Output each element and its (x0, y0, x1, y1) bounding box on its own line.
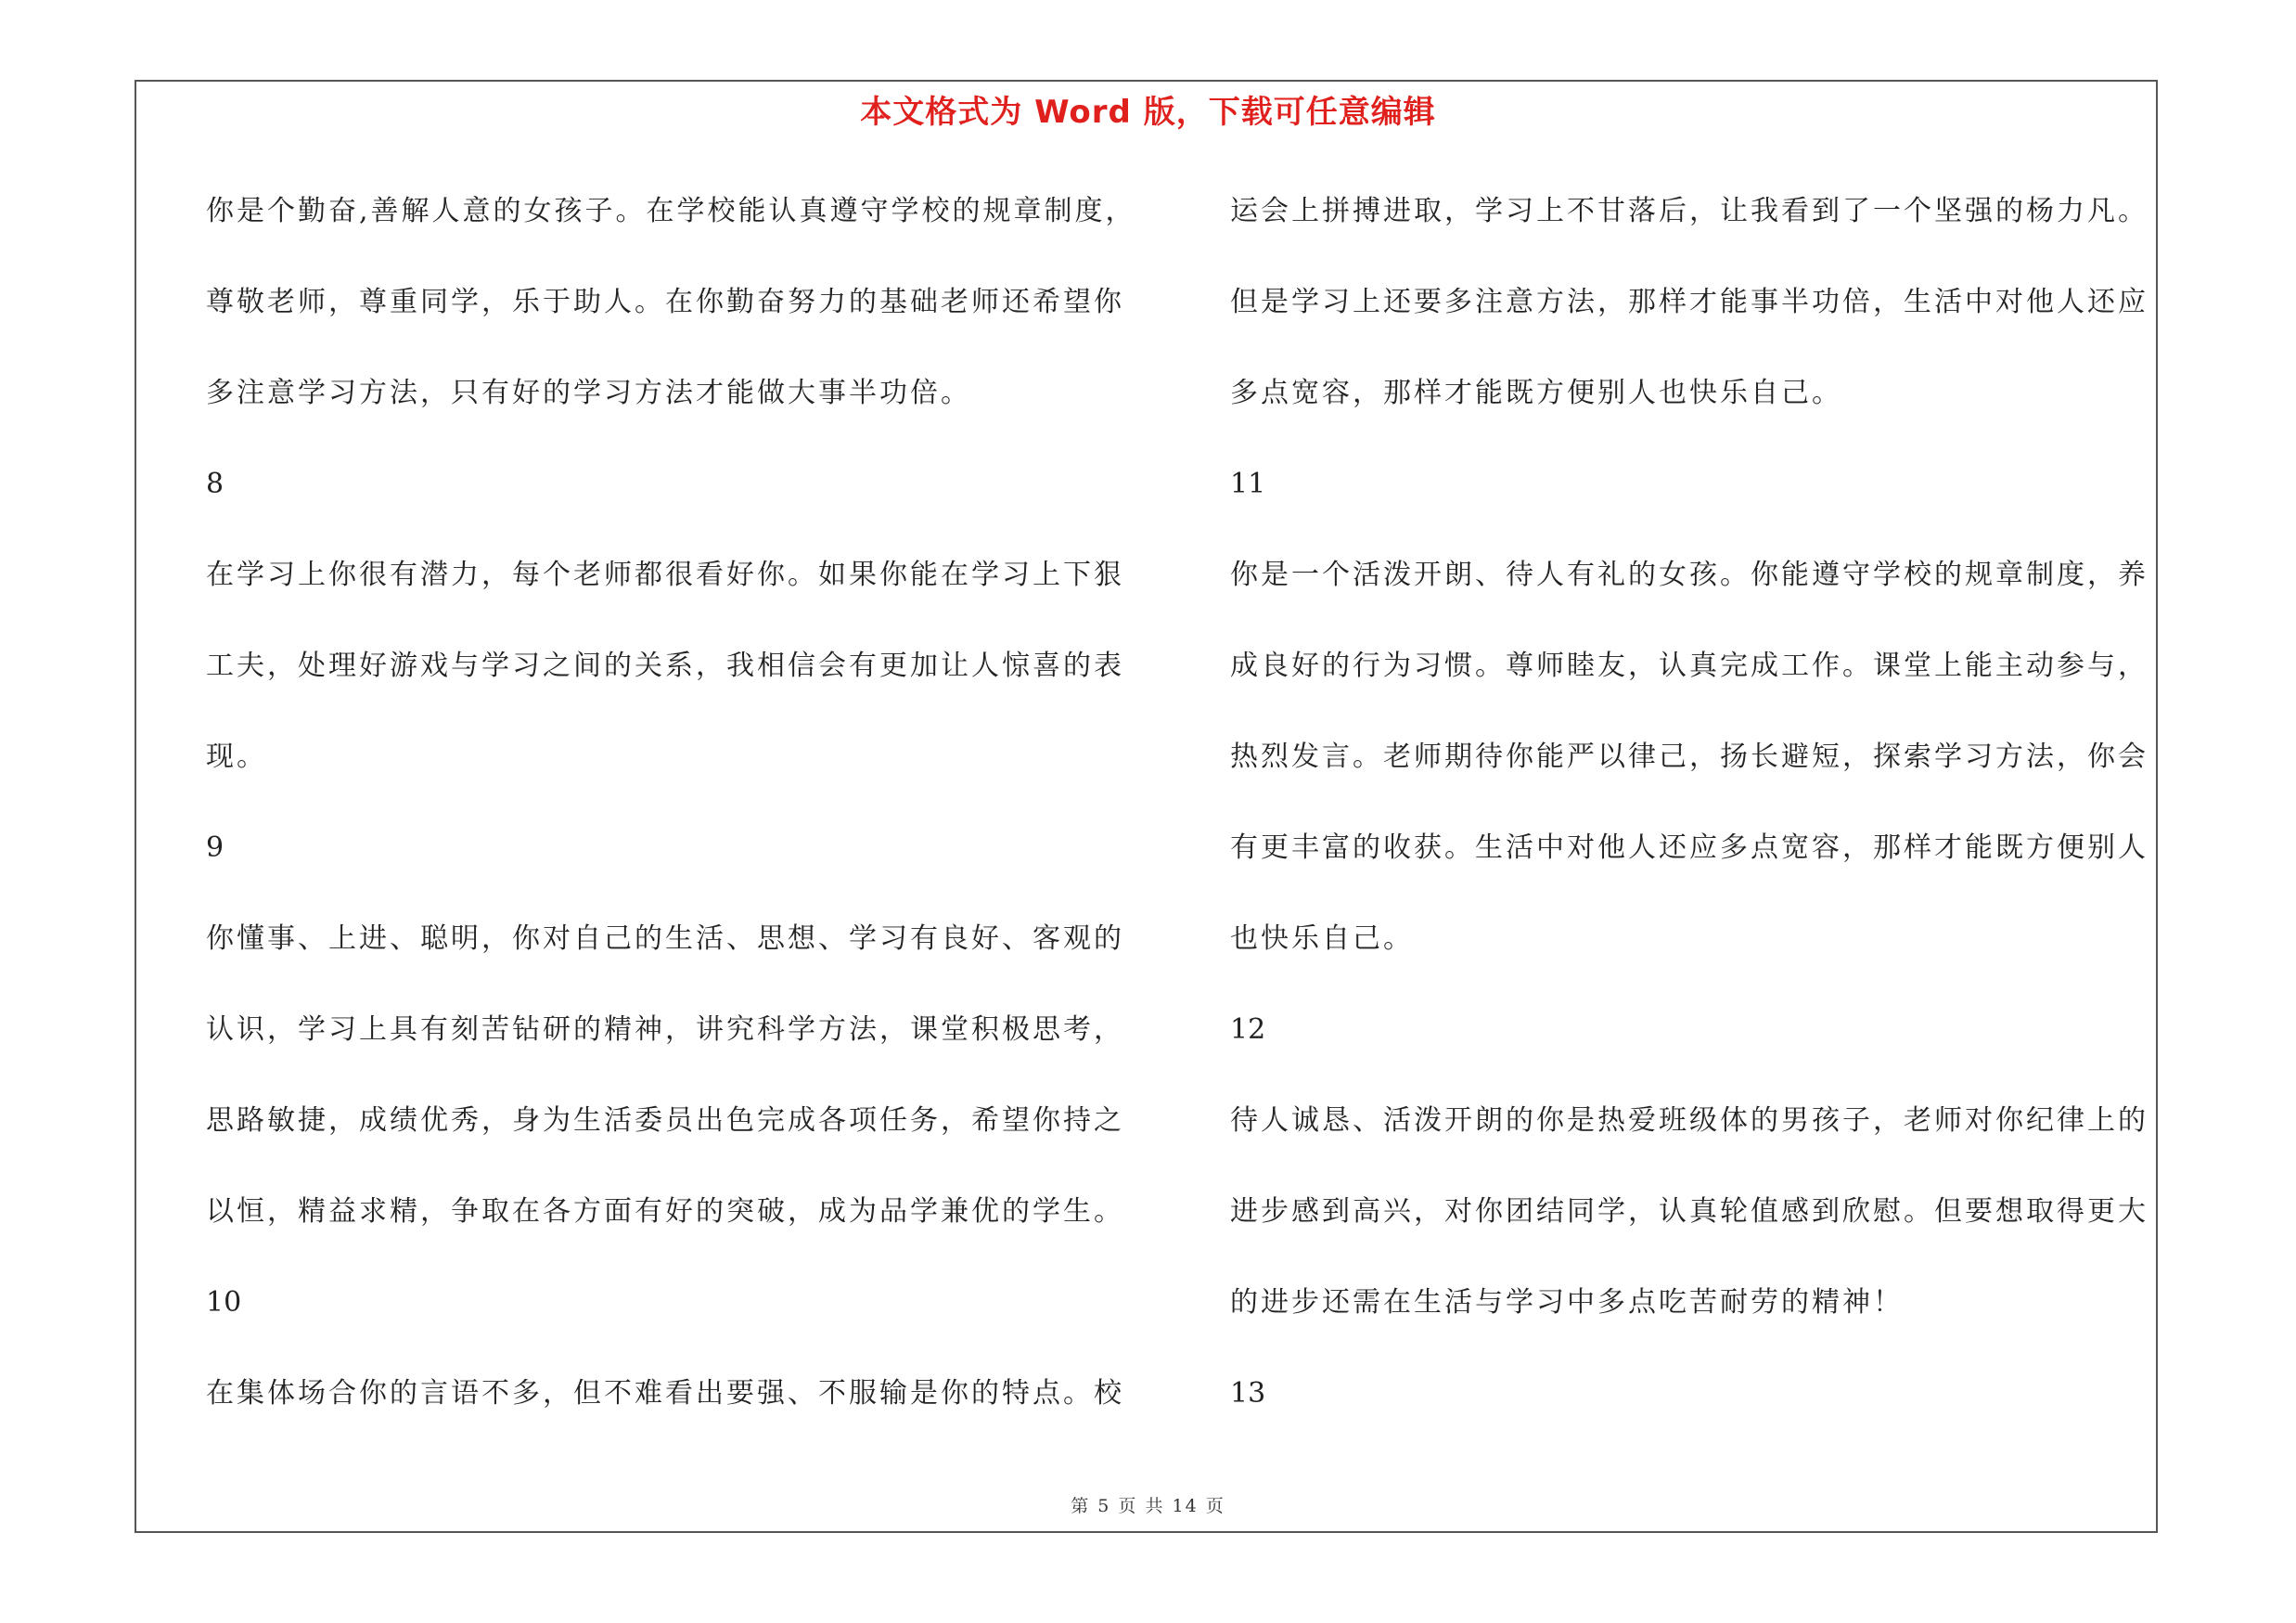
paragraph-line: 运会上拼搏进取，学习上不甘落后，让我看到了一个坚强的杨力凡。 (1230, 195, 2148, 227)
paragraph-line: 多注意学习方法，只有好的学习方法才能做大事半功倍。 (206, 377, 971, 409)
paragraph-line: 的进步还需在生活与学习中多点吃苦耐劳的精神！ (1230, 1286, 1904, 1319)
paragraph-line: 认识，学习上具有刻苦钻研的精神，讲究科学方法，课堂积极思考， (206, 1013, 1124, 1046)
paragraph-line: 工夫，处理好游戏与学习之间的关系，我相信会有更加让人惊喜的表 (206, 650, 1124, 682)
paragraph-line: 热烈发言。老师期待你能严以律己，扬长避短，探索学习方法，你会 (1230, 741, 2148, 773)
paragraph-line: 你是一个活泼开朗、待人有礼的女孩。你能遵守学校的规章制度，养 (1230, 559, 2148, 591)
paragraph-line: 待人诚恳、活泼开朗的你是热爱班级体的男孩子，老师对你纪律上的 (1230, 1104, 2148, 1137)
paragraph-line: 也快乐自己。 (1230, 922, 1414, 955)
paragraph-line: 你是个勤奋,善解人意的女孩子。在学校能认真遵守学校的规章制度， (206, 195, 1136, 227)
paragraph-line: 进步感到高兴，对你团结同学，认真轮值感到欣慰。但要想取得更大 (1230, 1195, 2148, 1228)
section-number: 12 (1230, 1013, 1266, 1046)
paragraph-line: 但是学习上还要多注意方法，那样才能事半功倍，生活中对他人还应 (1230, 286, 2148, 318)
section-number: 11 (1230, 468, 1266, 500)
section-number: 8 (206, 468, 224, 500)
paragraph-line: 多点宽容，那样才能既方便别人也快乐自己。 (1230, 377, 1842, 409)
section-number: 10 (206, 1286, 242, 1319)
paragraph-line: 以恒，精益求精，争取在各方面有好的突破，成为品学兼优的学生。 (206, 1195, 1124, 1228)
paragraph-line: 思路敏捷，成绩优秀，身为生活委员出色完成各项任务，希望你持之 (206, 1104, 1124, 1137)
paragraph-line: 在集体场合你的言语不多，但不难看出要强、不服输是你的特点。校 (206, 1377, 1124, 1410)
paragraph-line: 现。 (206, 741, 267, 773)
section-number: 13 (1230, 1377, 1266, 1410)
left-column (206, 182, 1152, 1455)
section-number: 9 (206, 831, 224, 864)
paragraph-line: 你懂事、上进、聪明，你对自己的生活、思想、学习有良好、客观的 (206, 922, 1124, 955)
paragraph-line: 尊敬老师，尊重同学，乐于助人。在你勤奋努力的基础老师还希望你 (206, 286, 1124, 318)
paragraph-line: 成良好的行为习惯。尊师睦友，认真完成工作。课堂上能主动参与， (1230, 650, 2148, 682)
format-banner: 本文格式为 Word 版，下载可任意编辑 (860, 94, 1436, 131)
page-footer: 第 5 页 共 14 页 (1071, 1496, 1225, 1516)
right-column (1230, 182, 2176, 1455)
paragraph-line: 有更丰富的收获。生活中对他人还应多点宽容，那样才能既方便别人 (1230, 831, 2148, 864)
paragraph-line: 在学习上你很有潜力，每个老师都很看好你。如果你能在学习上下狠 (206, 559, 1124, 591)
